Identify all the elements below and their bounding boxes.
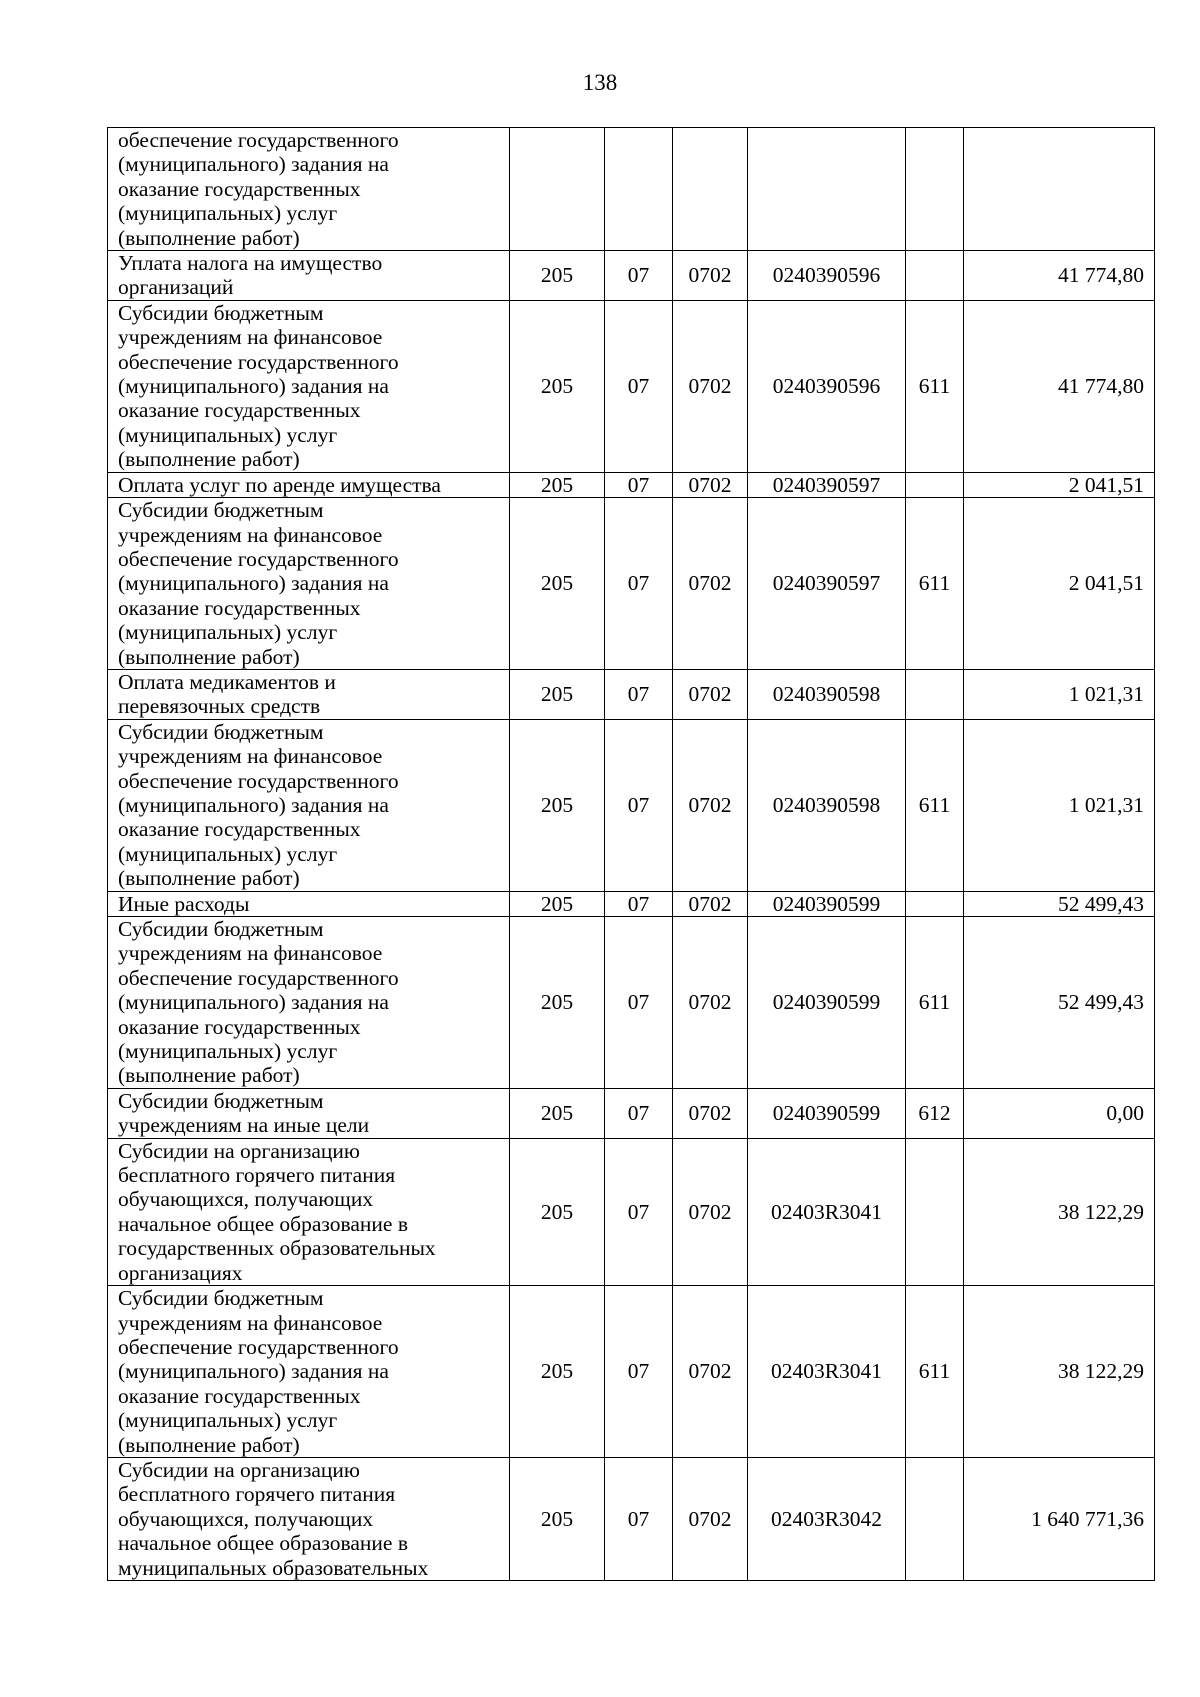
row-pr: 0702	[673, 300, 748, 472]
row-sum: 0,00	[964, 1088, 1155, 1138]
row-sum: 1 021,31	[964, 719, 1155, 891]
table-row	[108, 719, 1155, 891]
row-rz: 07	[605, 251, 673, 301]
row-pr: 0702	[673, 1457, 748, 1580]
row-pr: 0702	[673, 669, 748, 719]
row-gr: 205	[510, 251, 605, 301]
row-vr: 612	[906, 1088, 964, 1138]
row-vr	[906, 1138, 964, 1285]
row-cs: 0240390596	[748, 251, 906, 301]
row-name: Субсидии бюджетным учреждениям на финансовое обеспечение государственного (муниципального) задания на оказание государственных (муниципальных) услуг (выполнение работ)	[108, 719, 510, 891]
table-row	[108, 472, 1155, 497]
row-vr: 611	[906, 300, 964, 472]
row-sum: 1 640 771,36	[964, 1457, 1155, 1580]
row-cs: 0240390597	[748, 472, 906, 497]
row-pr: 0702	[673, 917, 748, 1089]
row-cs: 0240390598	[748, 719, 906, 891]
row-cs	[748, 128, 906, 251]
row-pr: 0702	[673, 719, 748, 891]
row-name: Субсидии бюджетным учреждениям на иные цели	[108, 1088, 510, 1138]
table-row	[108, 1138, 1155, 1285]
row-sum: 41 774,80	[964, 251, 1155, 301]
table-row	[108, 891, 1155, 916]
row-cs: 0240390599	[748, 891, 906, 916]
row-gr: 205	[510, 1138, 605, 1285]
row-gr: 205	[510, 300, 605, 472]
row-gr	[510, 128, 605, 251]
row-name: Уплата налога на имущество организаций	[108, 251, 510, 301]
row-name: Субсидии бюджетным учреждениям на финансовое обеспечение государственного (муниципального) задания на оказание государственных (муниципальных) услуг (выполнение работ)	[108, 917, 510, 1089]
row-cs: 0240390599	[748, 1088, 906, 1138]
row-sum	[964, 128, 1155, 251]
row-sum: 52 499,43	[964, 917, 1155, 1089]
row-name: Субсидии на организацию бесплатного горячего питания обучающихся, получающих начальное общее образование в муниципальных образовательных	[108, 1457, 510, 1580]
row-name: Субсидии бюджетным учреждениям на финансовое обеспечение государственного (муниципального) задания на оказание государственных (муниципальных) услуг (выполнение работ)	[108, 498, 510, 670]
table-row	[108, 669, 1155, 719]
row-pr: 0702	[673, 1088, 748, 1138]
row-sum: 2 041,51	[964, 498, 1155, 670]
row-gr: 205	[510, 498, 605, 670]
row-name: Субсидии бюджетным учреждениям на финансовое обеспечение государственного (муниципального) задания на оказание государственных (муниципальных) услуг (выполнение работ)	[108, 300, 510, 472]
row-vr: 611	[906, 917, 964, 1089]
row-pr	[673, 128, 748, 251]
table-row	[108, 498, 1155, 670]
table-row	[108, 1088, 1155, 1138]
row-rz: 07	[605, 472, 673, 497]
budget-table	[107, 127, 1155, 1581]
row-rz: 07	[605, 498, 673, 670]
row-vr: 611	[906, 719, 964, 891]
row-rz: 07	[605, 1286, 673, 1458]
row-name: Субсидии бюджетным учреждениям на финансовое обеспечение государственного (муниципального) задания на оказание государственных (муниципальных) услуг (выполнение работ)	[108, 1286, 510, 1458]
row-name: Субсидии на организацию бесплатного горячего питания обучающихся, получающих начальное общее образование в государственных образовательных организациях	[108, 1138, 510, 1285]
row-gr: 205	[510, 1286, 605, 1458]
row-vr	[906, 891, 964, 916]
row-vr	[906, 251, 964, 301]
row-sum: 41 774,80	[964, 300, 1155, 472]
row-sum: 38 122,29	[964, 1286, 1155, 1458]
row-gr: 205	[510, 669, 605, 719]
row-rz: 07	[605, 1088, 673, 1138]
row-gr: 205	[510, 917, 605, 1089]
row-gr: 205	[510, 891, 605, 916]
row-pr: 0702	[673, 1138, 748, 1285]
row-rz: 07	[605, 891, 673, 916]
row-sum: 52 499,43	[964, 891, 1155, 916]
row-cs: 0240390597	[748, 498, 906, 670]
row-rz: 07	[605, 1457, 673, 1580]
table-row	[108, 1286, 1155, 1458]
row-pr: 0702	[673, 1286, 748, 1458]
table-row	[108, 300, 1155, 472]
row-cs: 0240390596	[748, 300, 906, 472]
row-pr: 0702	[673, 891, 748, 916]
page-number: 138	[582, 70, 618, 95]
table-row	[108, 128, 1155, 251]
row-cs: 0240390598	[748, 669, 906, 719]
table-row	[108, 917, 1155, 1089]
row-sum: 1 021,31	[964, 669, 1155, 719]
row-vr	[906, 128, 964, 251]
row-rz	[605, 128, 673, 251]
row-vr: 611	[906, 1286, 964, 1458]
row-gr: 205	[510, 1457, 605, 1580]
row-rz: 07	[605, 1138, 673, 1285]
row-cs: 02403R3041	[748, 1286, 906, 1458]
row-name: Оплата услуг по аренде имущества	[108, 472, 510, 497]
row-name: Оплата медикаментов и перевязочных средств	[108, 669, 510, 719]
row-vr	[906, 472, 964, 497]
row-rz: 07	[605, 300, 673, 472]
table-row	[108, 251, 1155, 301]
row-name: Иные расходы	[108, 891, 510, 916]
row-vr	[906, 669, 964, 719]
row-sum: 38 122,29	[964, 1138, 1155, 1285]
table-row	[108, 1457, 1155, 1580]
row-pr: 0702	[673, 472, 748, 497]
row-rz: 07	[605, 917, 673, 1089]
row-gr: 205	[510, 472, 605, 497]
row-pr: 0702	[673, 251, 748, 301]
row-gr: 205	[510, 1088, 605, 1138]
row-name: обеспечение государственного (муниципального) задания на оказание государственных (муниципальных) услуг (выполнение работ)	[108, 128, 510, 251]
row-pr: 0702	[673, 498, 748, 670]
row-sum: 2 041,51	[964, 472, 1155, 497]
row-vr: 611	[906, 498, 964, 670]
row-cs: 02403R3041	[748, 1138, 906, 1285]
row-cs: 0240390599	[748, 917, 906, 1089]
row-cs: 02403R3042	[748, 1457, 906, 1580]
row-vr	[906, 1457, 964, 1580]
row-gr: 205	[510, 719, 605, 891]
row-rz: 07	[605, 669, 673, 719]
row-rz: 07	[605, 719, 673, 891]
